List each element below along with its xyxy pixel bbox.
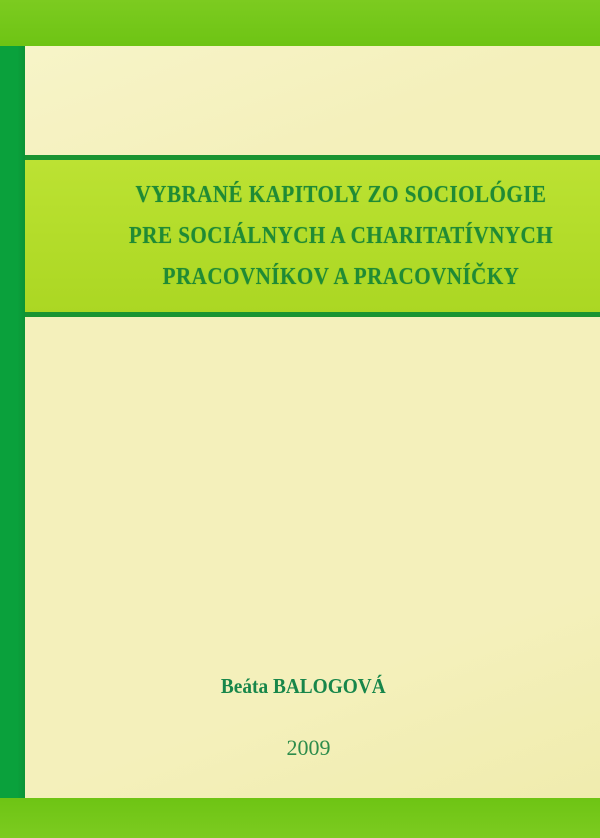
author-name: Beáta BALOGOVÁ [220, 674, 386, 698]
title-band [25, 155, 600, 317]
background-top-strip [0, 0, 600, 46]
book-title-line-2: PRE SOCIÁLNYCH A CHARITATÍVNYCH [128, 222, 554, 249]
book-cover-front [25, 46, 600, 798]
publication-year: 2009 [286, 735, 331, 760]
book-title-line-1: VYBRANÉ KAPITOLY ZO SOCIOLÓGIE [135, 181, 547, 208]
book-spine [0, 46, 25, 798]
book-title-line-3: PRACOVNÍKOV A PRACOVNÍČKY [162, 263, 520, 290]
background-bottom-strip [0, 798, 600, 838]
